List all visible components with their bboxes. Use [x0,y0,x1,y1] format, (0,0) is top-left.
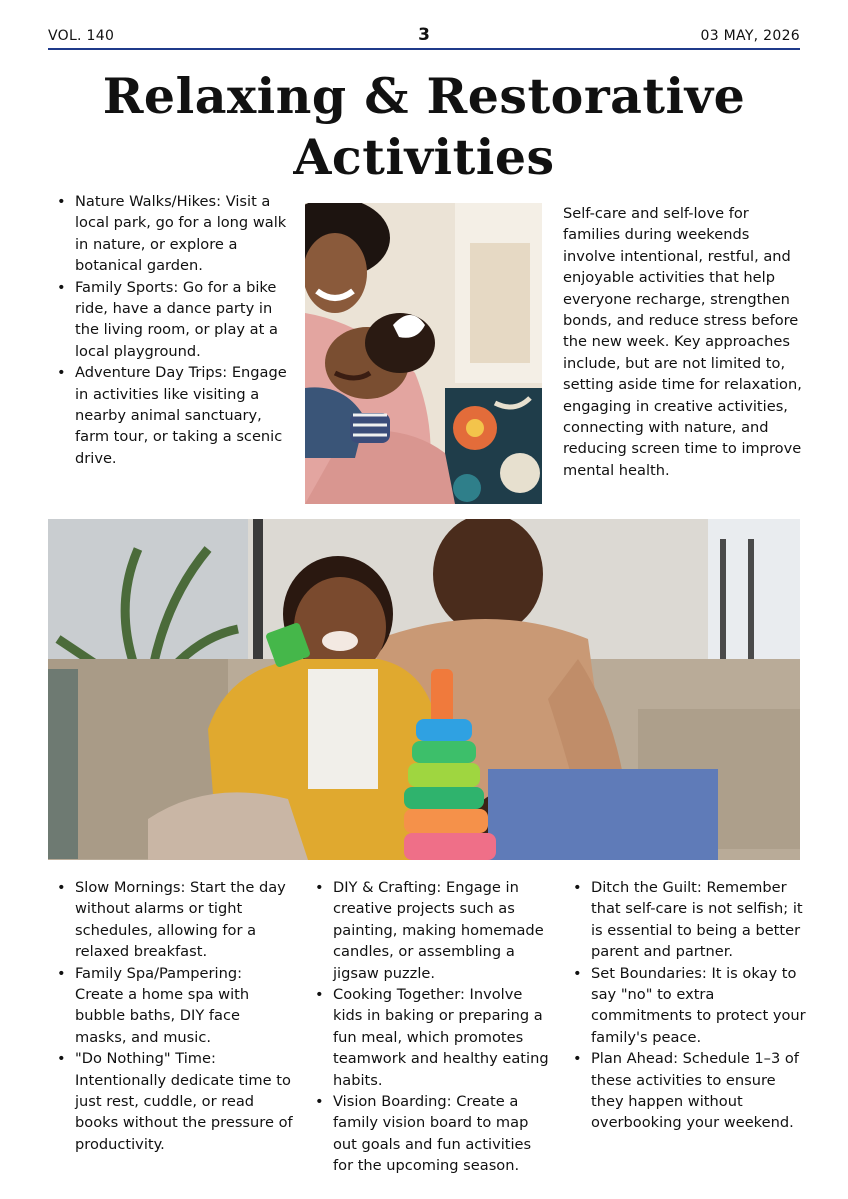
list-item: • Plan Ahead: Schedule 1–3 of these activities to ensure they happen without overbooking your weekend. [564,1048,806,1134]
volume-label: VOL. 140 [48,28,115,44]
list-item: • "Do Nothing" Time: Intentionally dedicate time to just rest, cuddle, or read books without the pressure of productivity. [48,1048,293,1155]
bottom-list-column-2 [306,877,551,1177]
list-item: • Family Sports: Go for a bike ride, have a dance party in the living room, or play at a local playground. [48,277,293,363]
list-item: • Family Spa/Pampering: Create a home spa with bubble baths, DIY face masks, and music. [48,963,293,1049]
list-item: • Nature Walks/Hikes: Visit a local park, go for a long walk in nature, or explore a botanical garden. [48,191,293,277]
bottom-list-column-3 [564,877,806,1134]
list-item: • Set Boundaries: It is okay to say "no" to extra commitments to protect your family's peace. [564,963,806,1049]
list-item: • Cooking Together: Involve kids in baking or preparing a fun meal, which promotes teamwork and healthy eating habits. [306,984,551,1091]
top-activity-list [48,191,293,469]
mother-and-baby-photo [305,203,542,504]
bottom-list-column-1 [48,877,293,1155]
intro-paragraph: Self-care and self-love for families during weekends involve intentional, restful, and enjoyable activities that help everyone recharge, strengthen bonds, and reduce stress before the new week. Key approaches include, but are not limited to, setting aside time for relaxation, engaging in creative activities, connecting with nature, and reducing screen time to improve mental health. [563,205,802,479]
masthead [48,26,800,50]
father-and-toddler-with-stacking-toy-photo [48,519,800,860]
list-item: • Slow Mornings: Start the day without alarms or tight schedules, allowing for a relaxed breakfast. [48,877,293,963]
issue-date: 03 MAY, 2026 [700,28,800,44]
page-number: 3 [418,25,430,45]
list-item: • Adventure Day Trips: Engage in activities like visiting a nearby animal sanctuary, farm tour, or taking a scenic drive. [48,362,293,469]
article-title: Relaxing & Restorative Activities [102,67,746,186]
list-item: • Ditch the Guilt: Remember that self-care is not selfish; it is essential to being a better parent and partner. [564,877,806,963]
list-item: • DIY & Crafting: Engage in creative projects such as painting, making homemade candles, or assembling a jigsaw puzzle. [306,877,551,984]
list-item: • Vision Boarding: Create a family vision board to map out goals and fun activities for the upcoming season. [306,1091,551,1177]
